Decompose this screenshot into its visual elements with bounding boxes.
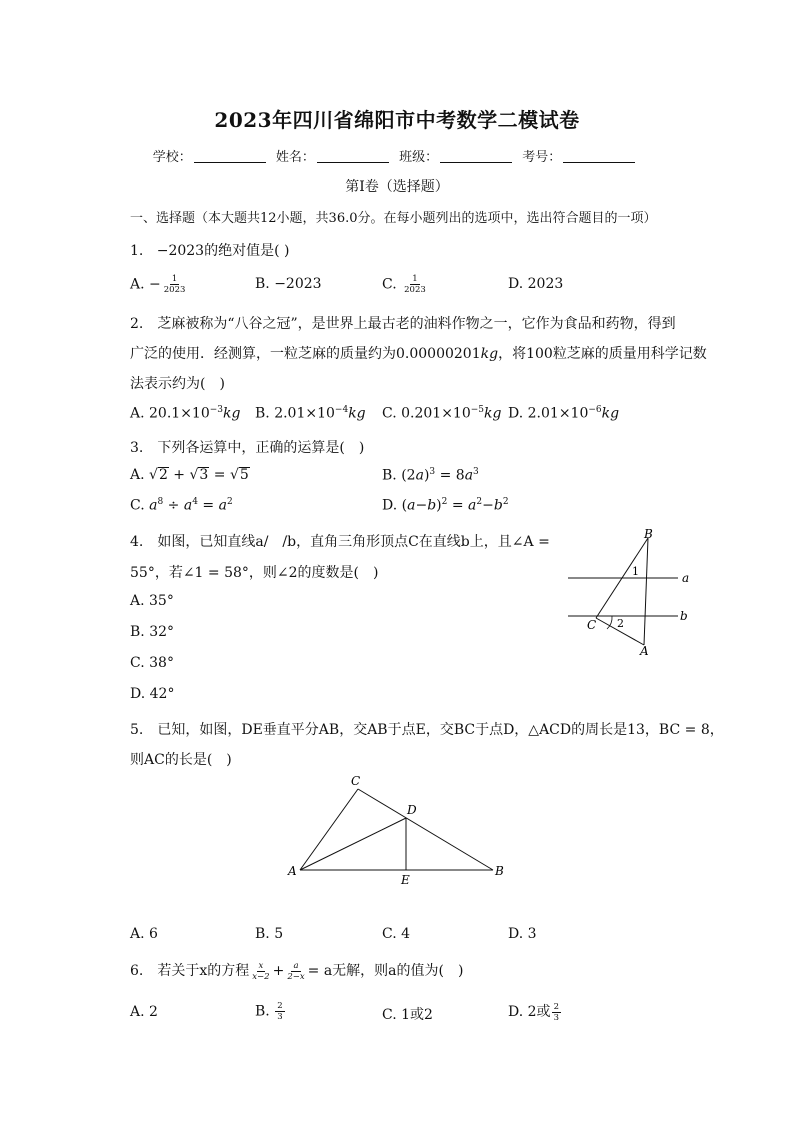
option-letter: D. <box>130 686 146 702</box>
q6-option-c[interactable] <box>382 1004 433 1024</box>
option-letter: A. <box>130 593 145 609</box>
q5-figure <box>285 770 515 890</box>
option-value: 5 <box>274 926 284 942</box>
q6-option-b[interactable] <box>255 1001 286 1022</box>
exam-no-label: 考号： <box>522 150 562 165</box>
q6-option-a[interactable] <box>130 1004 158 1020</box>
exam-no-blank <box>563 162 635 163</box>
q3-option-a[interactable]: A. √2 + √3 = √5 <box>130 467 249 483</box>
option-fraction <box>275 1001 284 1022</box>
frac-num: a <box>293 960 299 971</box>
q1-stem <box>130 240 289 260</box>
option-value: −2023 <box>274 276 322 292</box>
option-letter: C. <box>382 276 397 293</box>
q3-option-d[interactable]: D. $(a-b)^2 = a^2-b^2$ <box>382 497 509 514</box>
q6-text-pre: 6. 若关于x的方程 <box>130 963 250 979</box>
q4-option-a[interactable] <box>130 593 174 609</box>
class-blank <box>440 162 512 163</box>
option-exponent: −4 <box>334 405 349 415</box>
option-letter: D. <box>508 926 524 942</box>
q5-option-c[interactable] <box>382 926 410 942</box>
option-letter: B. <box>255 926 270 942</box>
q3-option-c[interactable]: C. $a^8 \div a^4 = a^2$ <box>130 497 233 514</box>
label-angle-2: 2 <box>617 617 624 630</box>
option-fraction <box>402 274 428 295</box>
option-letter: D. <box>508 405 524 422</box>
q1-option-c[interactable] <box>382 274 429 295</box>
q4-line1: 4. 如图，已知直线a/ /b，直角三角形顶点C在直线b上，且∠A = <box>130 534 550 550</box>
label-D: D <box>407 803 417 817</box>
option-value: 2023 <box>527 276 564 292</box>
q5-option-d[interactable] <box>508 926 537 942</box>
option-letter: C. <box>382 1007 397 1023</box>
option-letter: B. <box>255 1003 270 1020</box>
option-exponent: −5 <box>470 405 485 415</box>
frac-num: 1 <box>171 274 178 284</box>
q6-option-d[interactable] <box>508 1001 562 1023</box>
option-letter: B. <box>255 405 270 422</box>
option-value: 2或 <box>527 1004 551 1020</box>
q4-option-c[interactable] <box>130 655 174 671</box>
option-sign: − <box>149 276 161 293</box>
q5-option-a[interactable] <box>130 926 158 942</box>
label-E: E <box>401 873 410 887</box>
label-B: B <box>495 864 504 878</box>
option-value: 3 <box>527 926 537 942</box>
class-label: 班级： <box>399 150 439 165</box>
label-A: A <box>288 864 297 878</box>
q2-option-b[interactable] <box>255 405 366 422</box>
q6-stem <box>130 960 463 982</box>
frac-num: 1 <box>412 274 418 284</box>
q3-stem: 3. 下列各运算中，正确的运算是( ) <box>130 440 365 456</box>
q4-figure <box>560 525 700 660</box>
option-value: 35° <box>149 593 174 609</box>
option-fraction <box>162 274 188 295</box>
section-heading: 一、选择题（本大题共12小题，共36.0分。在每小题列出的选项中，选出符合题目的一项） <box>130 211 657 226</box>
option-value: 32° <box>149 624 175 640</box>
option-letter: A. <box>130 1004 145 1020</box>
option-value: 2.01×10 <box>274 405 335 422</box>
exam-title: 2023年四川省绵阳市中考数学二模试卷 <box>214 108 580 132</box>
frac-den: 2−x <box>287 971 305 982</box>
option-fraction <box>552 1002 561 1023</box>
segment-ba <box>644 538 648 645</box>
label-b: b <box>680 609 688 623</box>
option-letter: C. <box>130 655 145 671</box>
option-letter: A. <box>130 276 145 293</box>
q1-text: −2023的绝对值是( <box>156 243 280 259</box>
student-info-line <box>0 146 794 165</box>
option-value: 38° <box>149 655 174 671</box>
frac-den: x−2 <box>252 971 270 982</box>
q4-line2: 55°，若∠1 = 58°，则∠2的度数是( ) <box>130 565 379 581</box>
q2-text-b: ，将 <box>498 346 527 362</box>
q5-line2: 则AC的长是( ) <box>130 752 232 768</box>
option-letter: A. <box>130 467 145 483</box>
q6-fraction-2 <box>285 961 306 982</box>
q2-line3: 法表示约为( ) <box>130 376 225 392</box>
q2-option-d[interactable] <box>508 405 619 422</box>
option-letter: C. <box>382 405 397 422</box>
option-letter: D. <box>508 1004 524 1020</box>
name-blank <box>317 162 389 163</box>
option-value: 1或2 <box>401 1007 433 1023</box>
option-exponent: −6 <box>588 405 602 415</box>
q6-plus: + <box>272 963 285 979</box>
q5-line1: 5. 已知，如图，DE垂直平分AB，交AB于点E，交BC于点D，△ACD的周长是13，BC = 8， <box>130 722 724 738</box>
option-unit: kg <box>601 405 620 422</box>
frac-den: 2023 <box>163 285 186 295</box>
option-unit: kg <box>348 405 366 422</box>
q2-option-a[interactable] <box>130 405 240 422</box>
name-label: 姓名： <box>275 150 315 165</box>
option-unit: kg <box>484 405 502 422</box>
label-B: B <box>644 527 653 541</box>
label-A: A <box>640 644 649 658</box>
segment-ad <box>300 818 406 870</box>
label-C: C <box>351 774 361 788</box>
frac-num: 2 <box>277 1001 283 1011</box>
q2-count: 100 <box>526 346 553 362</box>
q2-text-a: 广泛的使用．经测算，一粒芝麻的质量约为 <box>130 346 396 362</box>
q2-mass: 0.00000201 <box>396 346 481 362</box>
option-value: 2 <box>149 1004 158 1020</box>
option-letter: A. <box>130 926 145 942</box>
q2-unit: kg <box>480 346 499 362</box>
option-value: 42° <box>149 686 175 702</box>
option-value: 2.01×10 <box>527 405 589 422</box>
option-value: 6 <box>149 926 158 942</box>
q4-option-d[interactable] <box>130 686 174 702</box>
label-C: C <box>587 618 597 632</box>
q5-option-b[interactable] <box>255 926 283 942</box>
option-unit: kg <box>223 405 241 422</box>
option-letter: C. <box>382 926 397 942</box>
q1-number: 1. <box>130 243 144 259</box>
q1-paren: ) <box>284 243 290 259</box>
q1-option-a[interactable] <box>130 274 188 295</box>
frac-num: x <box>258 960 264 971</box>
option-value: 20.1×10 <box>149 405 210 422</box>
q6-fraction-1 <box>250 961 271 982</box>
q2-option-c[interactable] <box>382 405 501 422</box>
frac-den: 3 <box>553 1012 559 1023</box>
q2-line2 <box>130 343 707 363</box>
frac-den: 2023 <box>404 285 426 295</box>
frac-den: 3 <box>277 1012 283 1022</box>
q1-option-d[interactable] <box>508 276 563 292</box>
segment-ac <box>300 789 358 870</box>
option-letter: D. <box>508 276 524 292</box>
frac-num: 2 <box>553 1001 559 1012</box>
option-value: 0.201×10 <box>401 405 471 422</box>
option-letter: C. <box>130 497 145 514</box>
q1-option-b[interactable] <box>255 276 322 292</box>
label-angle-1: 1 <box>632 565 639 578</box>
q2-text-c: 粒芝麻的质量用科学记数 <box>552 346 707 362</box>
q3-option-b[interactable]: B. $(2a)^3 = 8a^3$ <box>382 467 479 484</box>
q2-line1: 2. 芝麻被称为“八谷之冠”，是世界上最古老的油料作物之一，它作为食品和药物，得到 <box>130 316 676 332</box>
q6-text-post: = a无解，则a的值为( ) <box>307 963 464 979</box>
label-a: a <box>682 571 690 585</box>
option-letter: A. <box>130 405 145 422</box>
segment-cb <box>358 789 493 870</box>
school-blank <box>194 162 266 163</box>
option-exponent: −3 <box>209 405 224 415</box>
option-letter: B. <box>382 467 397 484</box>
option-letter: B. <box>255 276 270 292</box>
part-title: 第Ⅰ卷（选择题） <box>345 179 449 195</box>
option-value: 4 <box>401 926 411 942</box>
school-label: 学校： <box>152 150 192 165</box>
q4-option-b[interactable] <box>130 624 174 640</box>
option-letter: B. <box>130 624 145 640</box>
option-letter: D. <box>382 497 398 514</box>
